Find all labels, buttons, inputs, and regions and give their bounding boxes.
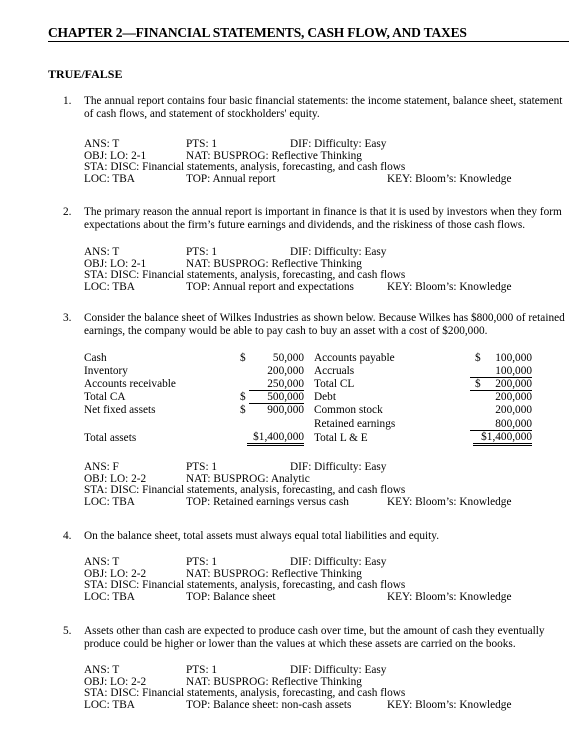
question-number: 5.	[63, 625, 72, 637]
question-number: 1.	[63, 95, 72, 107]
question-1-meta	[84, 139, 574, 185]
bs-right-value: 800,000	[470, 418, 532, 431]
bs-left-label: Net fixed assets	[84, 404, 156, 416]
question-text: The annual report contains four basic financial statements: the income statement, balance sheet, statement of cash flows, and statement of stockholders' equity.	[84, 95, 563, 120]
dollar-sign: $	[240, 352, 246, 364]
difficulty: DIF: Difficulty: Easy	[290, 664, 387, 676]
bs-left-label: Cash	[84, 352, 107, 364]
bs-left-value: 200,000	[267, 365, 304, 377]
nat: NAT: BUSPROG: Reflective Thinking	[186, 149, 362, 162]
question-2-meta	[84, 247, 574, 293]
nat: NAT: BUSPROG: Analytic	[186, 472, 310, 485]
objective: OBJ: LO: 2-1	[84, 257, 147, 270]
standard: STA: DISC: Financial statements, analysis, forecasting, and cash flows	[84, 484, 406, 496]
topic: TOP: Annual report	[186, 172, 276, 185]
difficulty: DIF: Difficulty: Easy	[290, 556, 387, 568]
bs-right-value: 200,000	[495, 404, 532, 416]
points: PTS: 1	[186, 138, 218, 150]
question-number: 2.	[63, 206, 72, 218]
bs-right-label: Debt	[314, 391, 336, 403]
bs-left-label: Total CA	[84, 391, 126, 403]
question-number: 4.	[63, 530, 72, 542]
bs-left-label: Inventory	[84, 365, 128, 377]
question-4-meta	[84, 557, 574, 603]
dollar-sign: $	[475, 378, 481, 390]
question-text: Assets other than cash are expected to produce cash over time, but the amount of cash they eventually produce could be higher or lower than the values at which these assets are carried on the books.	[84, 625, 545, 650]
points: PTS: 1	[186, 556, 218, 568]
bs-right-value: 100,000	[470, 365, 532, 378]
difficulty: DIF: Difficulty: Easy	[290, 138, 387, 150]
location: LOC: TBA	[84, 495, 135, 508]
dollar-sign: $	[240, 391, 246, 403]
points: PTS: 1	[186, 461, 218, 473]
bs-right-label: Accruals	[314, 365, 355, 377]
location: LOC: TBA	[84, 698, 135, 711]
answer: ANS: T	[84, 664, 120, 676]
bs-left-value: 250,000	[249, 378, 304, 391]
difficulty: DIF: Difficulty: Easy	[290, 461, 387, 473]
section-title: TRUE/FALSE	[48, 67, 123, 81]
bs-right-value: 100,000	[495, 352, 532, 364]
bs-left-label: Total assets	[84, 432, 137, 444]
bs-right-value: 200,000	[470, 378, 532, 391]
topic: TOP: Balance sheet	[186, 590, 276, 603]
points: PTS: 1	[186, 246, 218, 258]
topic: TOP: Annual report and expectations	[186, 280, 354, 293]
bs-right-label: Total L & E	[314, 432, 368, 444]
location: LOC: TBA	[84, 280, 135, 293]
bs-left-value: 50,000	[272, 352, 304, 364]
key: KEY: Bloom’s: Knowledge	[387, 698, 512, 711]
nat: NAT: BUSPROG: Reflective Thinking	[186, 675, 362, 688]
question-number: 3.	[63, 312, 72, 324]
chapter-title: CHAPTER 2—FINANCIAL STATEMENTS, CASH FLOW, AND TAXES	[48, 25, 569, 42]
bs-left-label: Accounts receivable	[84, 378, 176, 390]
difficulty: DIF: Difficulty: Easy	[290, 246, 387, 258]
key: KEY: Bloom’s: Knowledge	[387, 590, 512, 603]
nat: NAT: BUSPROG: Reflective Thinking	[186, 257, 362, 270]
objective: OBJ: LO: 2-2	[84, 567, 147, 580]
bs-right-value: 200,000	[495, 391, 532, 403]
topic: TOP: Retained earnings versus cash	[186, 495, 349, 508]
standard: STA: DISC: Financial statements, analysis, forecasting, and cash flows	[84, 687, 406, 699]
bs-right-label: Accounts payable	[314, 352, 395, 364]
location: LOC: TBA	[84, 172, 135, 185]
bs-right-label: Common stock	[314, 404, 383, 416]
question-text: The primary reason the annual report is important in finance is that it is used by investors when they form expectations about the firm’s future earnings and dividends, and the riskiness of those cash flows.	[84, 206, 562, 231]
question-text: On the balance sheet, total assets must always equal total liabilities and equity.	[84, 530, 440, 542]
key: KEY: Bloom’s: Knowledge	[387, 495, 512, 508]
bs-right-label: Retained earnings	[314, 418, 396, 430]
dollar-sign: $	[240, 404, 246, 416]
answer: ANS: T	[84, 556, 120, 568]
answer: ANS: T	[84, 138, 120, 150]
objective: OBJ: LO: 2-1	[84, 149, 147, 162]
bs-right-value: $1,400,000	[473, 432, 532, 446]
standard: STA: DISC: Financial statements, analysis, forecasting, and cash flows	[84, 579, 406, 591]
question-5-meta	[84, 665, 574, 711]
bs-left-value: 900,000	[267, 404, 304, 416]
answer: ANS: T	[84, 246, 120, 258]
bs-right-label: Total CL	[314, 378, 355, 390]
key: KEY: Bloom’s: Knowledge	[387, 280, 512, 293]
bs-left-value: 500,000	[249, 391, 304, 404]
nat: NAT: BUSPROG: Reflective Thinking	[186, 567, 362, 580]
location: LOC: TBA	[84, 590, 135, 603]
objective: OBJ: LO: 2-2	[84, 472, 147, 485]
topic: TOP: Balance sheet: non-cash assets	[186, 698, 352, 711]
points: PTS: 1	[186, 664, 218, 676]
standard: STA: DISC: Financial statements, analysis, forecasting, and cash flows	[84, 161, 406, 173]
question-text: Consider the balance sheet of Wilkes Industries as shown below. Because Wilkes has $800,000 of retained earnings, the company would be able to pay cash to buy an asset with a cost of $200,000.	[84, 312, 565, 337]
standard: STA: DISC: Financial statements, analysis, forecasting, and cash flows	[84, 269, 406, 281]
objective: OBJ: LO: 2-2	[84, 675, 147, 688]
question-3-meta	[84, 462, 574, 508]
bs-left-value: $1,400,000	[247, 432, 304, 446]
key: KEY: Bloom’s: Knowledge	[387, 172, 512, 185]
answer: ANS: F	[84, 461, 119, 473]
dollar-sign: $	[475, 352, 481, 364]
